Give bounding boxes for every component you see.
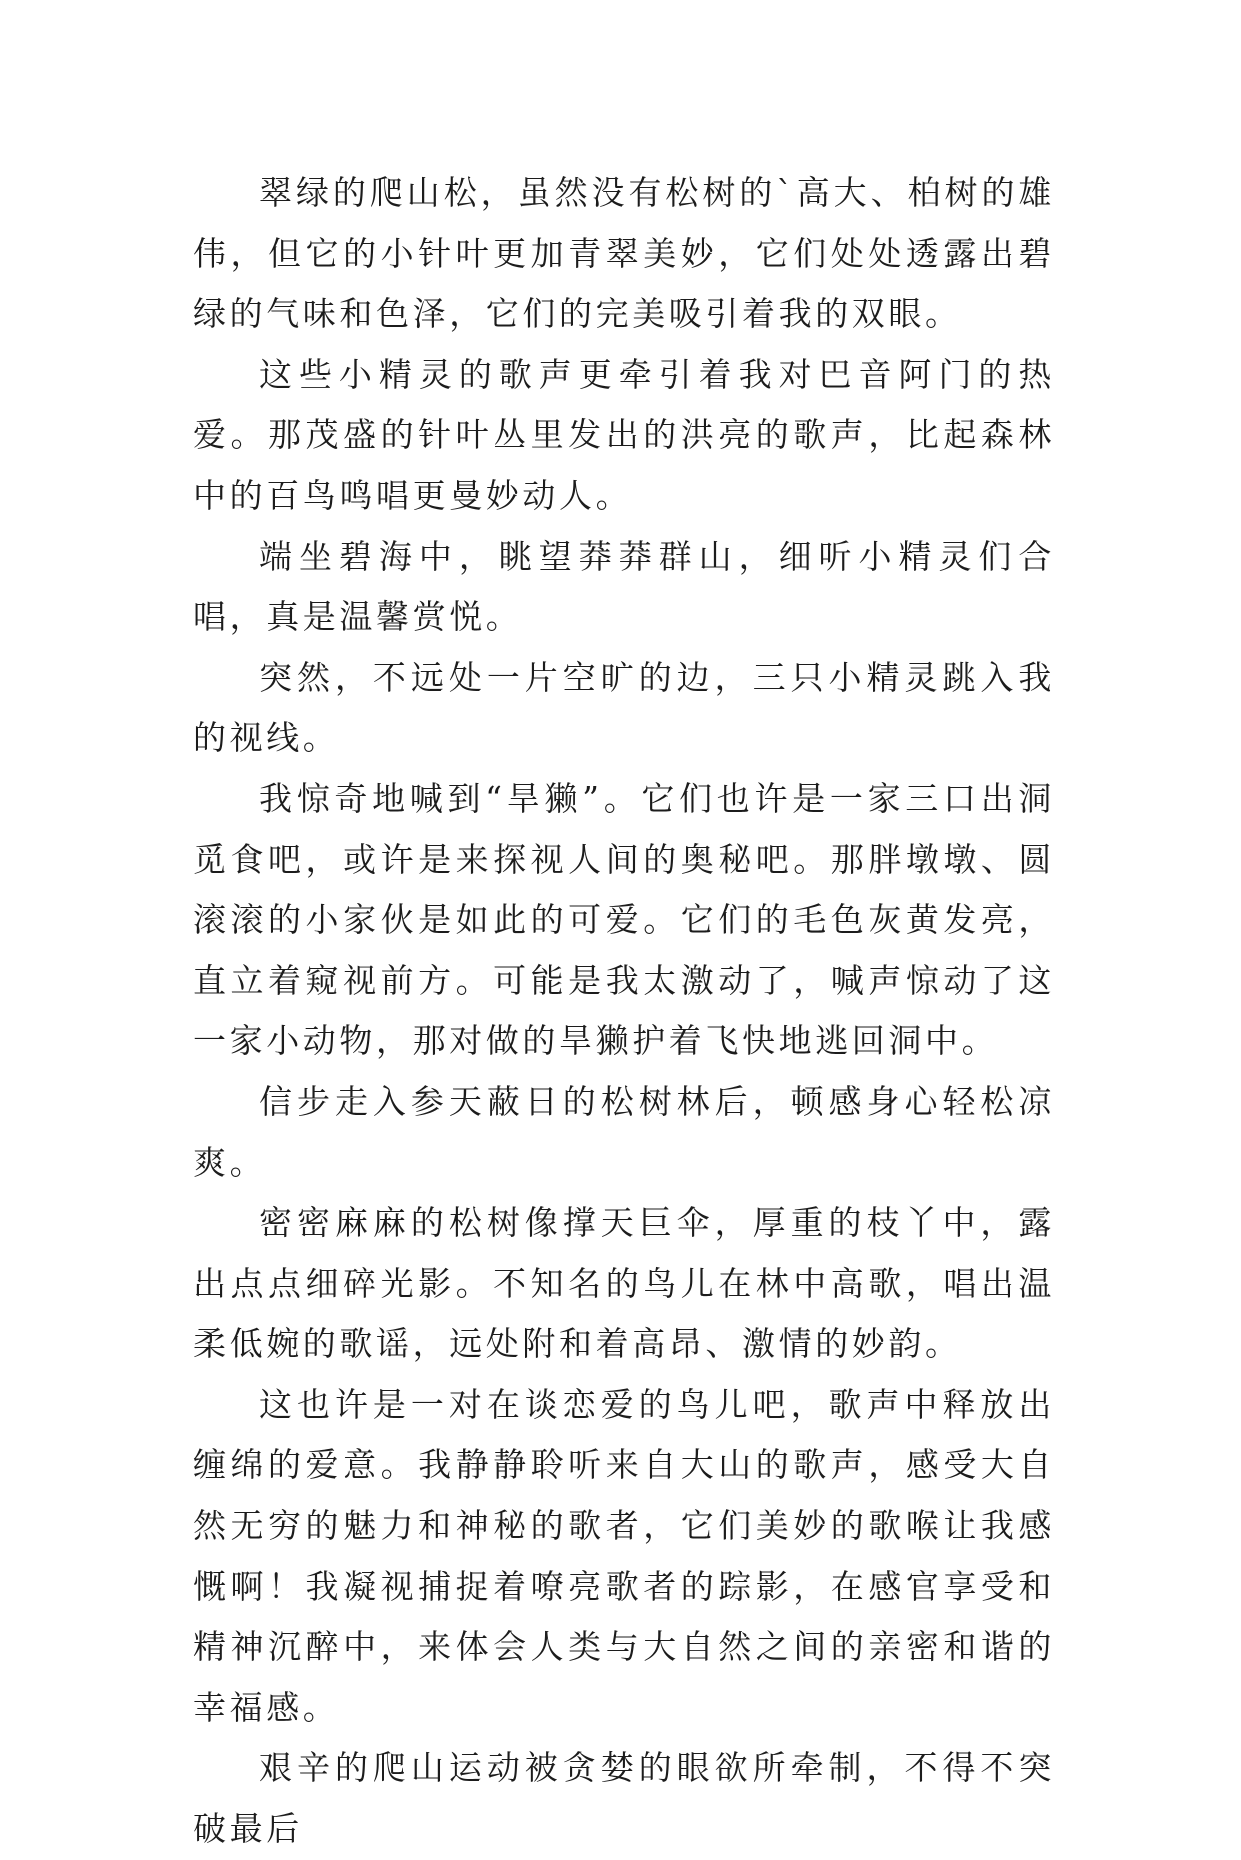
paragraph: 密密麻麻的松树像撑天巨伞，厚重的枝丫中，露出点点细碎光影。不知名的鸟儿在林中高歌，唱出温柔低婉的歌谣，远处附和着高昂、激情的妙韵。 bbox=[193, 1203, 1055, 1364]
paragraph: 突然，不远处一片空旷的边，三只小精灵跳入我的视线。 bbox=[193, 657, 1055, 758]
paragraph: 端坐碧海中，眺望莽莽群山，细听小精灵们合唱，真是温馨赏悦。 bbox=[193, 536, 1055, 637]
paragraph: 艰辛的爬山运动被贪婪的眼欲所牵制，不得不突破最后 bbox=[193, 1748, 1055, 1849]
document-body bbox=[193, 163, 1055, 1860]
paragraph: 这也许是一对在谈恋爱的鸟儿吧，歌声中释放出缠绵的爱意。我静静聆听来自大山的歌声，感受大自然无穷的魅力和神秘的歌者，它们美妙的歌喉让我感慨啊！我凝视捕捉着嘹亮歌者的踪影，在感官享受和精神沉醉中，来体会人类与大自然之间的亲密和谐的幸福感。 bbox=[193, 1384, 1055, 1727]
paragraph: 我惊奇地喊到“旱獭”。它们也许是一家三口出洞觅食吧，或许是来探视人间的奥秘吧。那胖墩墩、圆滚滚的小家伙是如此的可爱。它们的毛色灰黄发亮，直立着窥视前方。可能是我太激动了，喊声惊动了这一家小动物，那对做的旱獭护着飞快地逃回洞中。 bbox=[193, 778, 1055, 1061]
paragraph: 翠绿的爬山松，虽然没有松树的`高大、柏树的雄伟，但它的小针叶更加青翠美妙，它们处处透露出碧绿的气味和色泽，它们的完美吸引着我的双眼。 bbox=[193, 173, 1055, 334]
paragraph: 信步走入参天蔽日的松树林后，顿感身心轻松凉爽。 bbox=[193, 1081, 1055, 1182]
paragraph: 这些小精灵的歌声更牵引着我对巴音阿门的热爱。那茂盛的针叶丛里发出的洪亮的歌声，比起森林中的百鸟鸣唱更曼妙动人。 bbox=[193, 354, 1055, 515]
